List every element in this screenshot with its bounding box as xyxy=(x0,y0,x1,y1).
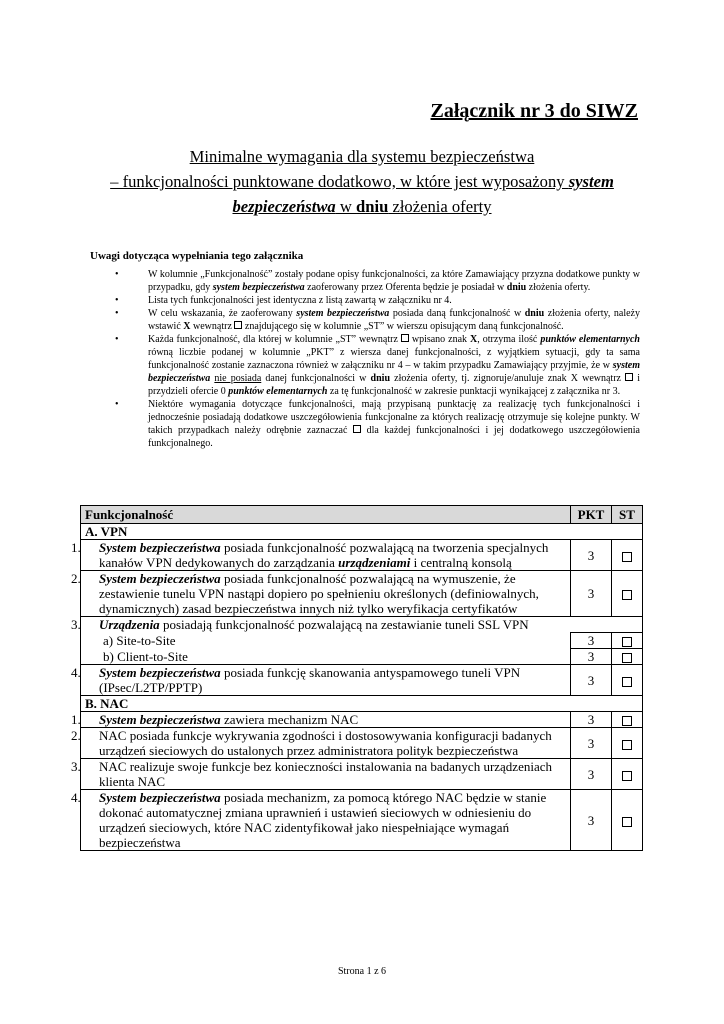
checkbox-square-icon[interactable] xyxy=(622,771,632,781)
title-line-3 xyxy=(80,194,644,219)
pkt-value: 3 xyxy=(571,665,612,696)
note-item: • W kolumnie „Funkcjonalność” zostały podane opisy funkcjonalności, za które Zamawiający przyzna dodatkowe punkty w przypadku, gdy system bezpieczeństwa zaoferowany przez Oferenta będzie je posiadał w dniu złożenia oferty. xyxy=(115,269,640,293)
checkbox-square-icon xyxy=(401,334,409,342)
title-emph-security: bezpieczeństwa xyxy=(232,197,336,216)
pkt-value: 3 xyxy=(571,540,612,571)
title-line-1: Minimalne wymagania dla systemu bezpieczeństwa xyxy=(189,147,535,166)
note-item: • Każda funkcjonalność, dla której w kolumnie „ST” wewnątrz wpisano znak X, otrzyma ilość punktów elementarnych równą liczbie podanej w kolumnie „PKT” z wiersza danej funkcjonalności, z wyjątkiem sytuacji, gdy ta sama funkcjonalność zostanie zaznaczona również w załączniku nr 4 – w takim przypadku Zamawiający przyjmie, że w system bezpieczeństwa nie posiada danej funkcjonalności w dniu złożenia oferty, tj. zignoruje/anuluje znak X wewnątrz i przydzieli ofercie 0 punktów elementarnych za tę funkcjonalność w zakresie punktacji wynikającej z załącznika nr 3. xyxy=(115,334,641,397)
section-label-vpn: A. VPN xyxy=(81,524,643,540)
pkt-value: 3 xyxy=(571,790,612,851)
functionality-cell: 2. System bezpieczeństwa posiada funkcjonalność pozwalającą na wymuszenie, że zestawienie tunelu VPN nastąpi dopiero po spełnieniu określonych (definiowalnych, dynamicznych) zasad bezpieczeństwa innych niż tylko weryfikacja certyfikatów xyxy=(81,571,571,617)
section-row-nac xyxy=(81,696,643,712)
table-row xyxy=(81,712,643,728)
table-row xyxy=(81,649,643,665)
table-row xyxy=(81,790,643,851)
functionality-cell: 1. System bezpieczeństwa posiada funkcjonalność pozwalającą na tworzenia specjalnych kanałów VPN dedykowanych do zarządzania urządzeniami i centralną konsolą xyxy=(81,540,571,571)
title-line-3-suffix: złożenia oferty xyxy=(388,197,492,216)
st-checkbox[interactable] xyxy=(612,712,643,728)
checkbox-square-icon[interactable] xyxy=(622,590,632,600)
functionality-cell: 4. System bezpieczeństwa posiada funkcję skanowania antyspamowego tuneli VPN (IPsec/L2TP/PPTP) xyxy=(81,665,571,696)
checkbox-square-icon[interactable] xyxy=(622,817,632,827)
st-checkbox[interactable] xyxy=(612,571,643,617)
title-emph-day: dniu xyxy=(356,197,389,216)
page-number: Strona 1 z 6 xyxy=(337,966,387,977)
st-checkbox[interactable] xyxy=(612,759,643,790)
title-line-2-text: – funkcjonalności punktowane dodatkowo, w które jest wyposażony xyxy=(110,172,569,191)
notes-heading: Uwagi dotycząca wypełniania tego załącznika xyxy=(90,250,304,262)
table-header-row xyxy=(81,506,643,524)
table-row xyxy=(81,633,643,649)
pkt-value: 3 xyxy=(571,759,612,790)
functionality-cell: 1. System bezpieczeństwa zawiera mechanizm NAC xyxy=(81,712,571,728)
functionality-cell: 3. Urządzenia posiadają funkcjonalność pozwalającą na zestawianie tuneli SSL VPN xyxy=(81,617,643,633)
functionality-subcell: a) Site-to-Site xyxy=(81,633,571,649)
header-pkt: PKT xyxy=(571,506,612,524)
note-item: • Niektóre wymagania dotyczące funkcjonalności, mają przypisaną punktację za realizację tych funkcjonalności i jednocześnie posiadają dodatkowe uszczegółowienia funkcjonalne za których realizację otrzymuje się kolejne punkty. W takich przypadkach należy odrębnie zaznaczać dla każdej funkcjonalności i jej dodatkowego uszczegółowienia funkcjonalnego. xyxy=(115,399,640,449)
title-emph-system: system xyxy=(568,172,614,191)
pkt-value: 3 xyxy=(571,633,612,649)
pkt-value: 3 xyxy=(571,649,612,665)
table-row xyxy=(81,540,643,571)
checkbox-square-icon[interactable] xyxy=(622,653,632,663)
bullet-icon: • xyxy=(115,308,119,319)
checkbox-square-icon[interactable] xyxy=(622,637,632,647)
bullet-icon: • xyxy=(115,399,119,410)
functionality-cell: 3. NAC realizuje swoje funkcje bez konieczności instalowania na badanych urządzeniach klienta NAC xyxy=(81,759,571,790)
st-checkbox[interactable] xyxy=(612,665,643,696)
functionality-cell: 2. NAC posiada funkcje wykrywania zgodności i dostosowywania konfiguracji badanych urządzeń sieciowych do ustalonych przez administratora polityk bezpieczeństwa xyxy=(81,728,571,759)
title-line-3-mid: w xyxy=(335,197,357,216)
table-row xyxy=(81,759,643,790)
pkt-value: 3 xyxy=(571,571,612,617)
checkbox-square-icon[interactable] xyxy=(622,740,632,750)
bullet-icon: • xyxy=(115,295,119,306)
notes-list xyxy=(112,268,640,450)
header-functionality: Funkcjonalność xyxy=(81,506,571,524)
note-item: • W celu wskazania, że zaoferowany system bezpieczeństwa posiada daną funkcjonalność w dniu złożenia oferty, należy wstawić X wewnątrz znajdującego się w kolumnie „ST” w wierszu opisującym daną funkcjonalność. xyxy=(115,308,640,332)
note-item: • Lista tych funkcjonalności jest identyczna z listą zawartą w załączniku nr 4. xyxy=(115,295,452,306)
st-checkbox[interactable] xyxy=(612,540,643,571)
table-row xyxy=(81,728,643,759)
pkt-value: 3 xyxy=(571,728,612,759)
table-row xyxy=(81,617,643,633)
st-checkbox[interactable] xyxy=(612,633,643,649)
header-st: ST xyxy=(612,506,643,524)
bullet-icon: • xyxy=(115,334,119,345)
table-row xyxy=(81,665,643,696)
section-row-vpn xyxy=(81,524,643,540)
annex-title: Załącznik nr 3 do SIWZ xyxy=(430,100,638,122)
document-title xyxy=(80,144,644,219)
table-row xyxy=(81,571,643,617)
checkbox-square-icon[interactable] xyxy=(622,677,632,687)
checkbox-square-icon xyxy=(625,373,633,381)
checkbox-square-icon[interactable] xyxy=(622,552,632,562)
checkbox-square-icon xyxy=(353,425,361,433)
section-label-nac: B. NAC xyxy=(81,696,643,712)
bullet-icon: • xyxy=(115,269,119,280)
functionality-subcell: b) Client-to-Site xyxy=(81,649,571,665)
st-checkbox[interactable] xyxy=(612,649,643,665)
pkt-value: 3 xyxy=(571,712,612,728)
st-checkbox[interactable] xyxy=(612,728,643,759)
checkbox-square-icon[interactable] xyxy=(622,716,632,726)
title-line-2 xyxy=(80,169,644,194)
requirements-table xyxy=(71,505,643,851)
functionality-cell: 4. System bezpieczeństwa posiada mechanizm, za pomocą którego NAC będzie w stanie dokonać automatycznej zmiana uprawnień i ustawień sieciowych w odniesieniu do urządzeń sieciowych, które NAC zidentyfikował jako niespełniające wymagań bezpieczeństwa xyxy=(81,790,571,851)
st-checkbox[interactable] xyxy=(612,790,643,851)
